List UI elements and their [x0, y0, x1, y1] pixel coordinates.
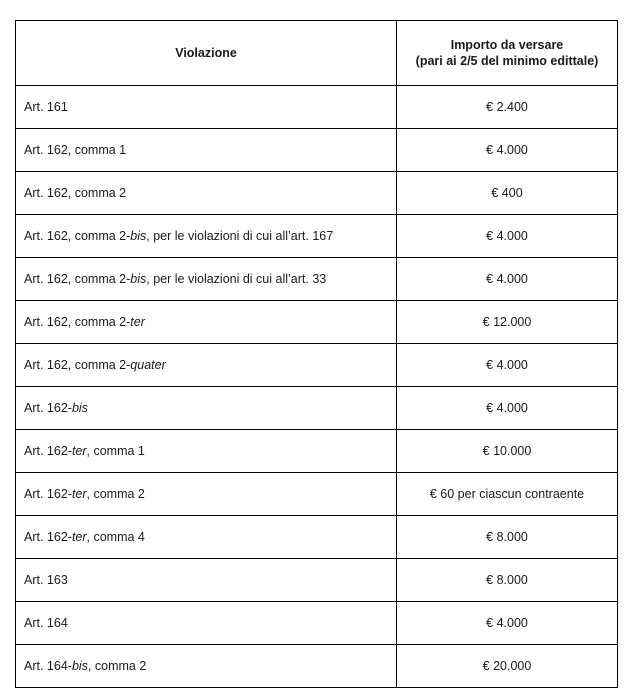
table-row — [16, 473, 618, 516]
cell-violazione: Art. 162-ter, comma 2 — [16, 473, 397, 516]
column-header-violazione — [16, 21, 397, 86]
cell-importo: € 12.000 — [397, 301, 618, 344]
cell-violazione: Art. 161 — [16, 86, 397, 129]
column-header-violazione-label: Violazione — [175, 45, 237, 60]
table-row — [16, 86, 618, 129]
table-row — [16, 344, 618, 387]
cell-importo: € 4.000 — [397, 215, 618, 258]
cell-importo: € 2.400 — [397, 86, 618, 129]
cell-importo: € 8.000 — [397, 559, 618, 602]
cell-violazione: Art. 162, comma 2-quater — [16, 344, 397, 387]
table-row — [16, 602, 618, 645]
table-row — [16, 645, 618, 688]
cell-violazione: Art. 162-ter, comma 1 — [16, 430, 397, 473]
table-header — [16, 21, 618, 86]
cell-violazione: Art. 162, comma 2 — [16, 172, 397, 215]
column-header-importo-line1: Importo da versare — [450, 37, 564, 52]
cell-violazione: Art. 164-bis, comma 2 — [16, 645, 397, 688]
cell-violazione: Art. 162, comma 2-bis, per le violazioni di cui all’art. 33 — [16, 258, 397, 301]
cell-violazione: Art. 162, comma 1 — [16, 129, 397, 172]
cell-importo: € 4.000 — [397, 387, 618, 430]
cell-importo: € 4.000 — [397, 258, 618, 301]
cell-violazione: Art. 162, comma 2-bis, per le violazioni di cui all’art. 167 — [16, 215, 397, 258]
cell-violazione: Art. 163 — [16, 559, 397, 602]
cell-violazione: Art. 162-bis — [16, 387, 397, 430]
cell-violazione: Art. 164 — [16, 602, 397, 645]
cell-importo: € 10.000 — [397, 430, 618, 473]
table-header-row — [16, 21, 618, 86]
table-row — [16, 559, 618, 602]
table-row — [16, 301, 618, 344]
table-body — [16, 86, 618, 688]
violations-table-container — [15, 20, 617, 688]
table-row — [16, 172, 618, 215]
cell-violazione: Art. 162, comma 2-ter — [16, 301, 397, 344]
column-header-importo-line2: (pari ai 2/5 del minimo edittale) — [415, 54, 599, 68]
cell-importo: € 4.000 — [397, 344, 618, 387]
cell-importo: € 4.000 — [397, 602, 618, 645]
table-row — [16, 215, 618, 258]
cell-importo: € 4.000 — [397, 129, 618, 172]
table-row — [16, 129, 618, 172]
column-header-importo — [397, 21, 618, 86]
table-row — [16, 258, 618, 301]
cell-violazione: Art. 162-ter, comma 4 — [16, 516, 397, 559]
table-row — [16, 387, 618, 430]
cell-importo: € 20.000 — [397, 645, 618, 688]
cell-importo: € 60 per ciascun contraente — [397, 473, 618, 516]
violations-table — [15, 20, 618, 688]
cell-importo: € 8.000 — [397, 516, 618, 559]
table-row — [16, 430, 618, 473]
table-row — [16, 516, 618, 559]
cell-importo: € 400 — [397, 172, 618, 215]
